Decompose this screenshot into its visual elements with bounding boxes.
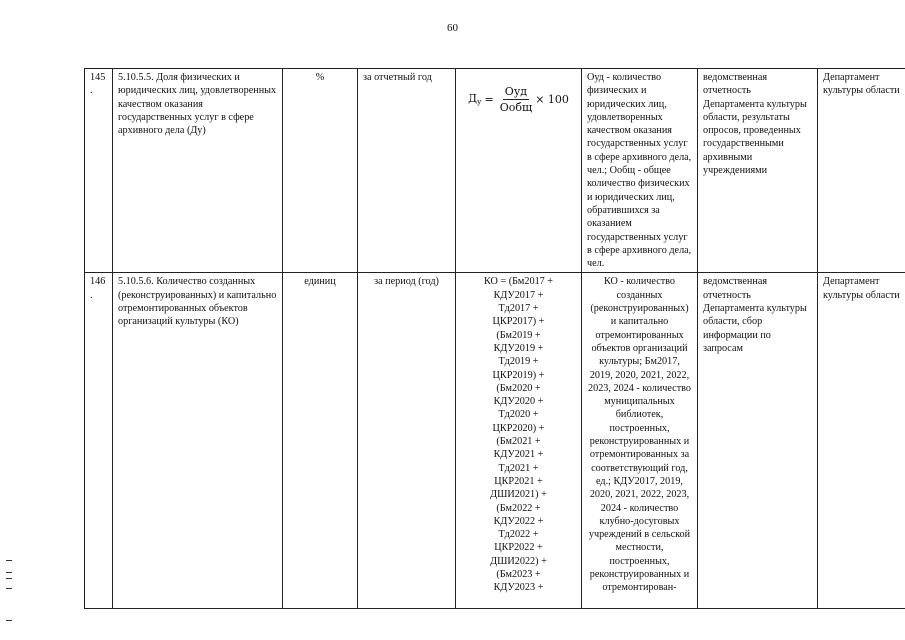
formula-line: ЦКР2020) + xyxy=(492,422,545,434)
indicator-name: 5.10.5.5. Доля физических и юридических лиц, удовлетворенных качеством оказания государственных услуг в сфере архивного дела (Ду) xyxy=(113,69,283,273)
formula-line: Тд2019 + xyxy=(498,356,539,368)
formula-cell xyxy=(456,69,582,273)
formula-line: Тд2022 + xyxy=(498,529,539,541)
unit-cell: % xyxy=(283,69,358,273)
table-row xyxy=(85,69,905,273)
source-cell: ведомственная отчетность Департамента культуры области, сбор информации по запросам xyxy=(698,273,818,609)
formula-line: КО = (Бм2017 + xyxy=(483,276,554,288)
unit-cell: единиц xyxy=(283,273,358,609)
formula-line: ЦКР2017) + xyxy=(492,316,545,328)
formula-denominator: Ообщ xyxy=(499,101,533,115)
formula-equals: = xyxy=(484,93,494,107)
formula-line: КДУ2022 + xyxy=(493,515,544,527)
table-row xyxy=(85,273,905,609)
period-cell: за отчетный год xyxy=(358,69,456,273)
formula-line: Тд2020 + xyxy=(498,409,539,421)
formula-line: Тд2021 + xyxy=(498,462,539,474)
formula xyxy=(461,85,576,115)
formula-lines xyxy=(461,275,576,606)
source-cell: ведомственная отчетность Департамента культуры области, результаты опросов, проведенных государственными архивными учреждениями xyxy=(698,69,818,273)
formula-line: ДШИ2022) + xyxy=(490,555,547,567)
margin-mark xyxy=(6,578,12,579)
row-number: 146. xyxy=(85,273,113,609)
variables-text: КО - количество созданных (реконструированных) и капитально отремонтированных объектов организаций культуры; Бм2017, 2019, 2020, 2021, 2022, 2023, 2024 - количество муниципальных библиотек, построенных, реконструированных и отремонтированных за соответствующий год, ед.; КДУ2017, 2019, 2020, 2021, 2022, 2023, 2024 - количество клубно-досуговых учреждений в сельской местности, построенных, реконструированных и отремонтирован- xyxy=(588,276,691,594)
responsible-cell: Департамент культуры области xyxy=(818,69,905,273)
formula-line: (Бм2022 + xyxy=(496,502,541,514)
page-number: 60 xyxy=(447,22,458,34)
formula-line: (Бм2019 + xyxy=(496,329,541,341)
indicator-name: 5.10.5.6. Количество созданных (реконструированных) и капитально отремонтированных объектов организаций культуры (КО) xyxy=(113,273,283,609)
formula-line: ДШИ2021) + xyxy=(490,489,547,501)
formula-cell xyxy=(456,273,582,609)
period-cell: за период (год) xyxy=(358,273,456,609)
formula-line: КДУ2023 + xyxy=(493,582,544,594)
formula-line: ЦКР2019) + xyxy=(492,369,545,381)
variables-cell xyxy=(582,273,698,609)
formula-line: КДУ2020 + xyxy=(493,396,544,408)
formula-fraction xyxy=(500,85,533,115)
formula-line: (Бм2021 + xyxy=(496,436,541,448)
indicators-table xyxy=(84,68,905,609)
responsible-cell: Департамент культуры области xyxy=(818,273,905,609)
formula-multiplier: × 100 xyxy=(535,93,569,107)
variables-cell: Оуд - количество физических и юридических лиц, удовлетворенных качеством оказания государственных услуг в сфере архивного дела, чел.; Ообщ - общее количество физических и юридических лиц, обратившихся за оказанием государственных услуг в сфере архивного дела, чел. xyxy=(582,69,698,273)
formula-numerator: Оуд xyxy=(503,85,529,100)
margin-mark xyxy=(6,560,12,561)
formula-line: КДУ2019 + xyxy=(493,342,544,354)
formula-line: КДУ2021 + xyxy=(493,449,544,461)
formula-line: ЦКР2022 + xyxy=(494,542,543,554)
formula-line: ЦКР2021 + xyxy=(494,475,543,487)
formula-line: КДУ2017 + xyxy=(493,289,544,301)
row-number: 145. xyxy=(85,69,113,273)
formula-lhs: $Д_у$ xyxy=(468,91,482,106)
formula-line: Тд2017 + xyxy=(498,303,539,315)
margin-mark xyxy=(6,620,12,621)
margin-mark xyxy=(6,588,12,589)
formula-line: (Бм2020 + xyxy=(496,382,541,394)
formula-line: (Бм2023 + xyxy=(496,568,541,580)
margin-mark xyxy=(6,572,12,573)
